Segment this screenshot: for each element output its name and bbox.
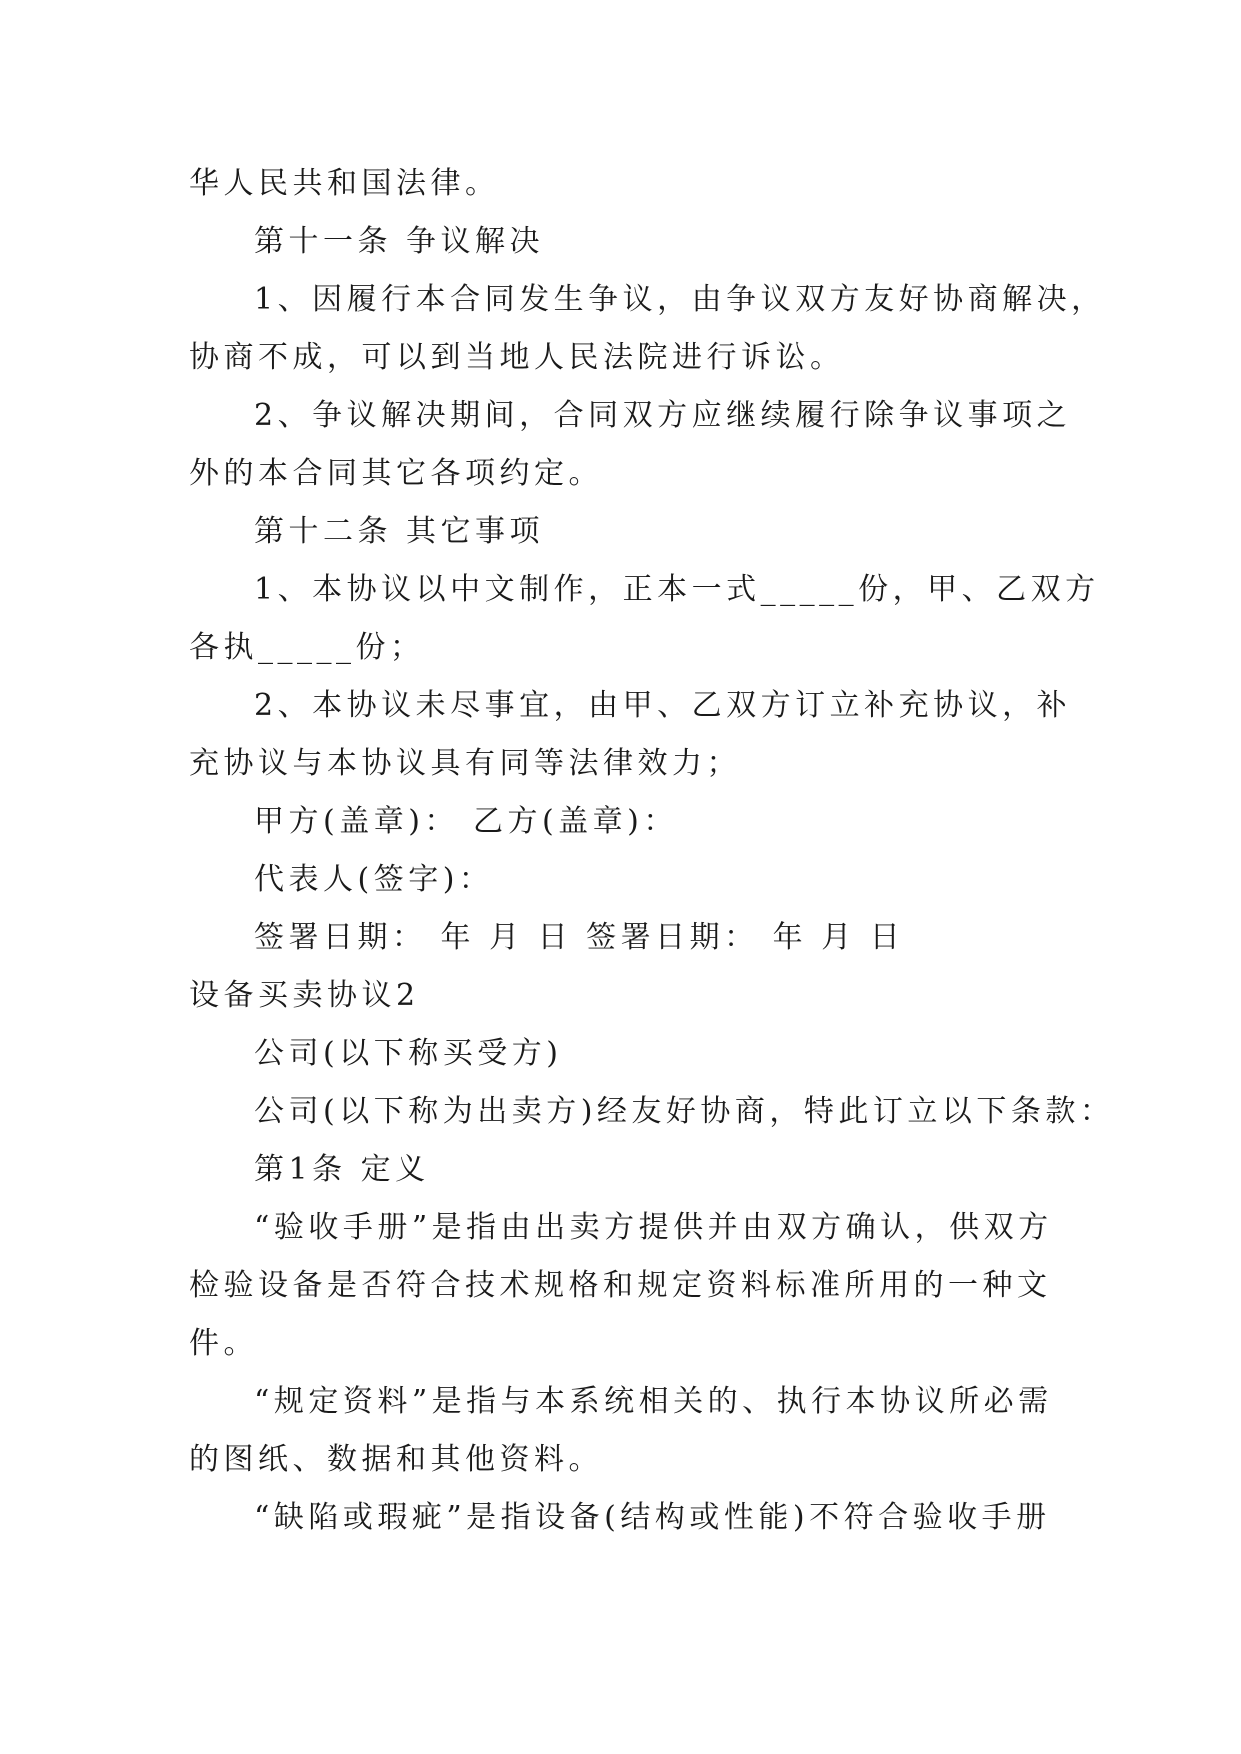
text-line: 各执_____份；: [189, 630, 425, 665]
article-heading: 第1条 定义: [254, 1152, 430, 1187]
text-line: 协商不成，可以到当地人民法院进行诉讼。: [189, 340, 845, 375]
text-line: 1、因履行本合同发生争议，由争议双方友好协商解决，: [254, 282, 1106, 317]
text-line: 2、本协议未尽事宜，由甲、乙双方订立补充协议，补: [254, 688, 1072, 723]
text-line: 华人民共和国法律。: [189, 166, 500, 201]
definition-line: “规定资料”是指与本系统相关的、执行本协议所必需: [254, 1384, 1053, 1419]
text-line: 1、本协议以中文制作，正本一式_____份，甲、乙双方: [254, 572, 1100, 607]
text-line: 的图纸、数据和其他资料。: [189, 1442, 603, 1477]
signature-representative-line: 代表人(签字)：: [254, 862, 494, 897]
agreement-title: 设备买卖协议2: [189, 978, 420, 1013]
text-line: 公司(以下称买受方): [254, 1036, 563, 1071]
text-line: 检验设备是否符合技术规格和规定资料标准所用的一种文: [189, 1268, 1052, 1303]
signature-date-line: 签署日期： 年 月 日 签署日期： 年 月 日: [254, 920, 905, 955]
text-line: 件。: [189, 1326, 258, 1361]
signature-party-line: 甲方(盖章)： 乙方(盖章)：: [254, 804, 678, 839]
text-line: 充协议与本协议具有同等法律效力；: [189, 746, 741, 781]
definition-line: “验收手册”是指由出卖方提供并由双方确认，供双方: [254, 1210, 1053, 1245]
article-heading: 第十一条 争议解决: [254, 224, 545, 259]
article-heading: 第十二条 其它事项: [254, 514, 545, 549]
text-line: 2、争议解决期间，合同双方应继续履行除争议事项之: [254, 398, 1072, 433]
text-line: 公司(以下称为出卖方)经友好协商，特此订立以下条款：: [254, 1094, 1115, 1129]
document-body: [189, 155, 1115, 1547]
definition-line: “缺陷或瑕疵”是指设备(结构或性能)不符合验收手册: [254, 1500, 1051, 1535]
text-line: 外的本合同其它各项约定。: [189, 456, 603, 491]
